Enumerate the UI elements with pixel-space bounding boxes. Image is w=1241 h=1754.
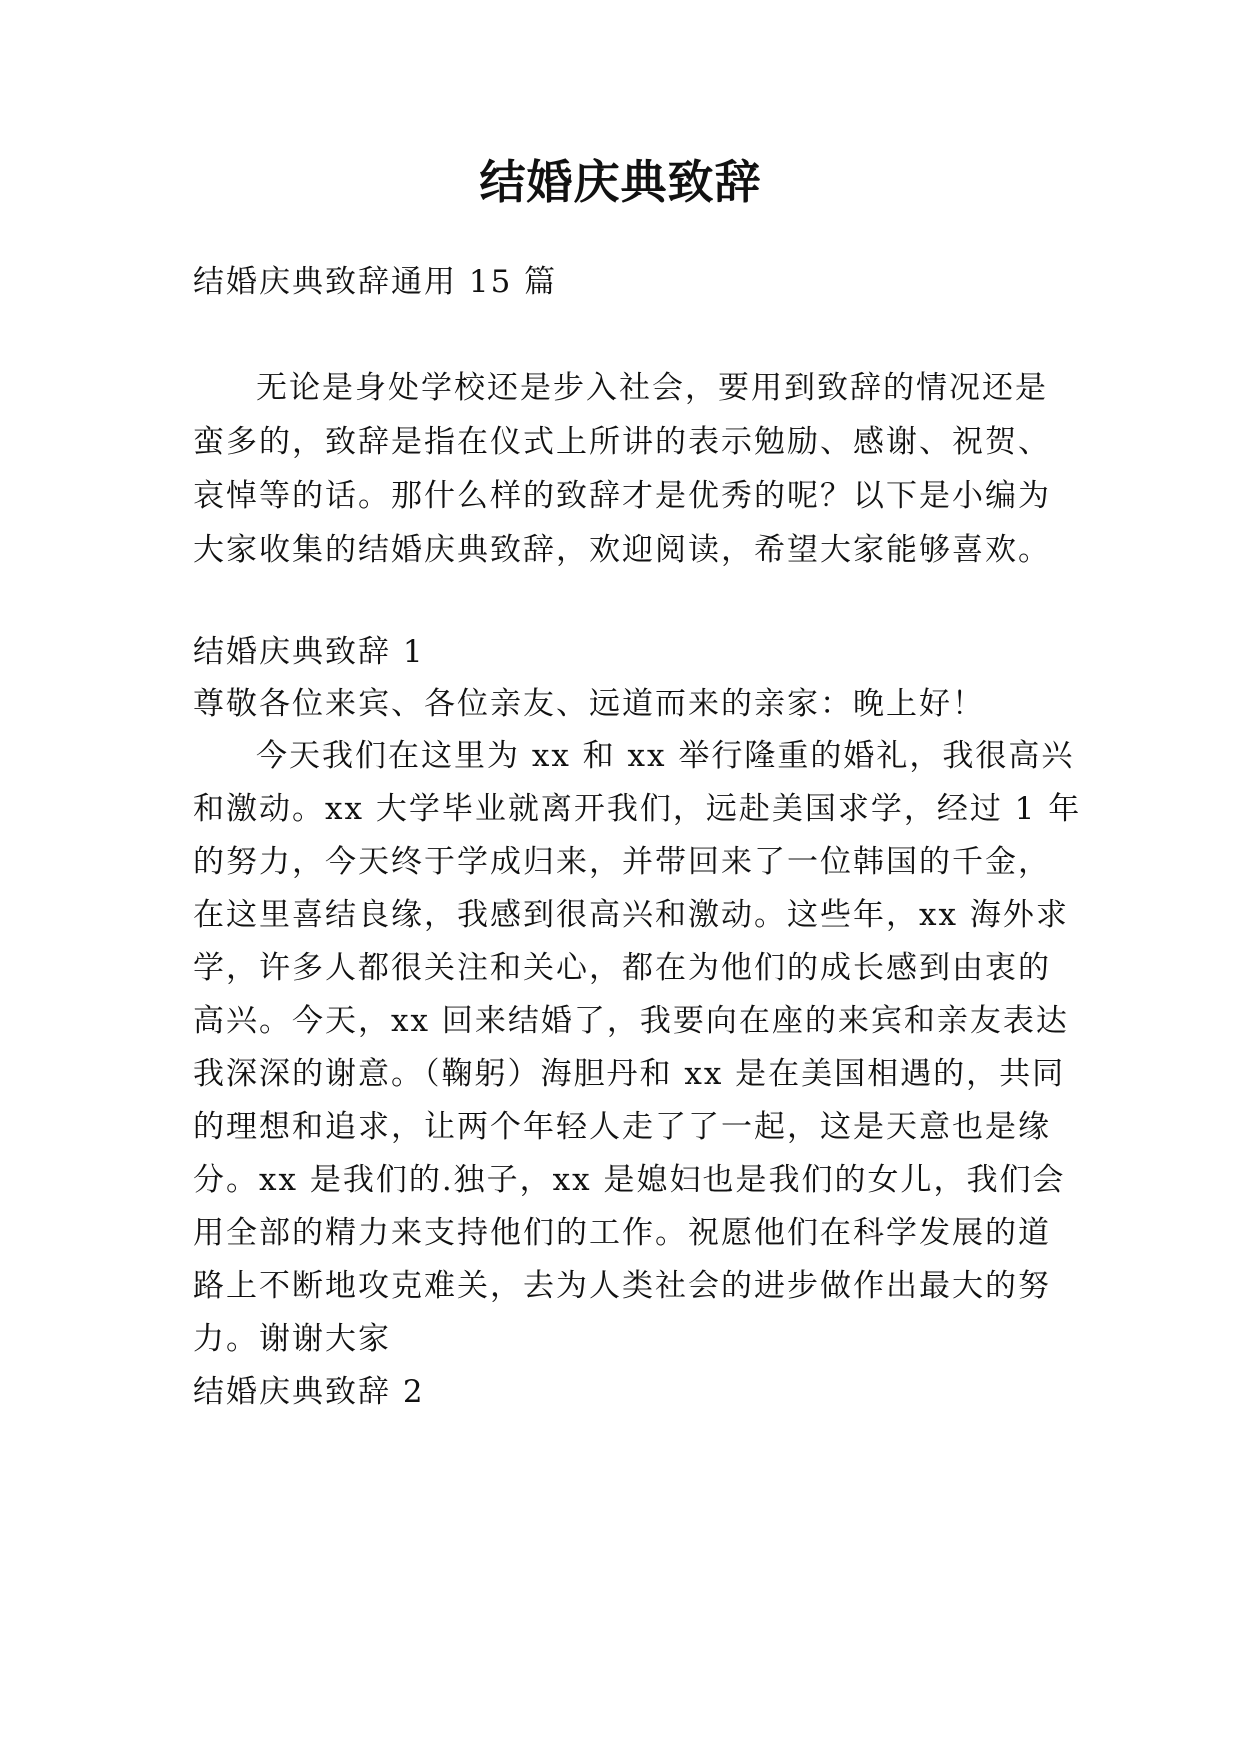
- body-line-3: 的努力，今天终于学成归来，并带回来了一位韩国的千金，: [193, 844, 1051, 880]
- document-title: 结婚庆典致辞: [479, 155, 762, 209]
- body-line-11: 路上不断地攻克难关，去为人类社会的进步做作出最大的努: [193, 1268, 1051, 1304]
- body-line-6: 高兴。今天，xx 回来结婚了，我要向在座的来宾和亲友表达: [193, 1003, 1069, 1039]
- body-line-1: 今天我们在这里为 xx 和 xx 举行隆重的婚礼，我很高兴: [256, 738, 1075, 774]
- body-line-9: 分。xx 是我们的.独子，xx 是媳妇也是我们的女儿，我们会: [193, 1162, 1066, 1198]
- document-subtitle: 结婚庆典致辞通用 15 篇: [193, 264, 558, 300]
- greeting-line: 尊敬各位来宾、各位亲友、远道而来的亲家：晚上好！: [193, 686, 985, 722]
- section-1-heading: 结婚庆典致辞 1: [193, 634, 425, 670]
- body-line-12: 力。谢谢大家: [193, 1321, 391, 1357]
- body-line-8: 的理想和追求，让两个年轻人走了了一起，这是天意也是缘: [193, 1109, 1051, 1145]
- intro-line-3: 哀悼等的话。那什么样的致辞才是优秀的呢？以下是小编为: [193, 478, 1051, 514]
- body-line-4: 在这里喜结良缘，我感到很高兴和激动。这些年，xx 海外求: [193, 897, 1069, 933]
- section-2-heading: 结婚庆典致辞 2: [193, 1374, 425, 1410]
- body-line-2: 和激动。xx 大学毕业就离开我们，远赴美国求学，经过 1 年: [193, 791, 1082, 827]
- intro-line-1: 无论是身处学校还是步入社会，要用到致辞的情况还是: [256, 370, 1048, 406]
- intro-line-4: 大家收集的结婚庆典致辞，欢迎阅读，希望大家能够喜欢。: [193, 532, 1051, 568]
- body-line-10: 用全部的精力来支持他们的工作。祝愿他们在科学发展的道: [193, 1215, 1051, 1251]
- body-line-5: 学，许多人都很关注和关心，都在为他们的成长感到由衷的: [193, 950, 1051, 986]
- body-line-7: 我深深的谢意。（鞠躬）海胆丹和 xx 是在美国相遇的，共同: [193, 1056, 1066, 1092]
- intro-line-2: 蛮多的，致辞是指在仪式上所讲的表示勉励、感谢、祝贺、: [193, 424, 1051, 460]
